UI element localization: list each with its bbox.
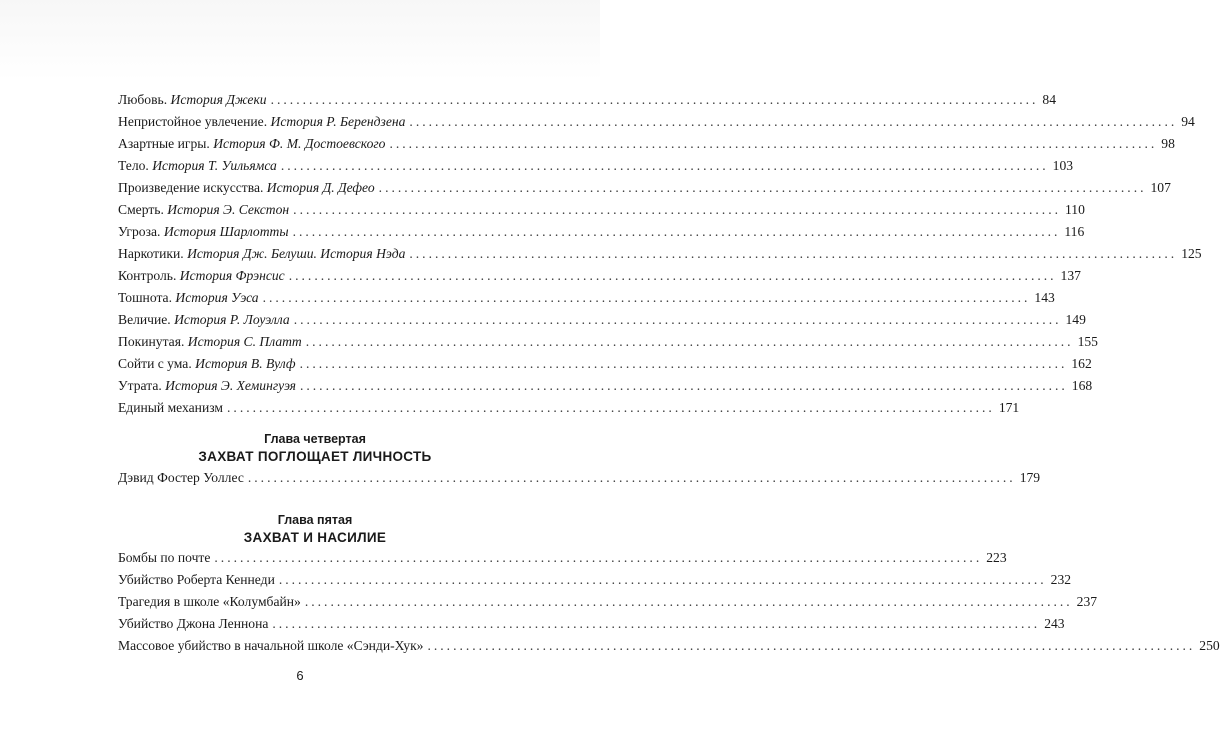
dot-leader: ........................................................................................................................ [280,158,1049,173]
toc-entry-text [118,287,259,309]
toc-entry-page: 98 [1161,136,1175,151]
toc-entry-page: 137 [1060,268,1081,283]
chapter-4-heading [118,430,512,466]
toc-entry-story: История Т. Уильямса [152,158,277,173]
toc-entry-page: 223 [986,550,1007,565]
toc-entry [118,89,1057,111]
toc-entry-text [118,111,405,133]
dot-leader: ........................................................................................................................ [278,572,1047,587]
toc-entry-page: 155 [1077,334,1098,349]
toc-chapter-4 [118,467,1041,489]
toc-entry-text [118,199,289,221]
dot-leader: ........................................................................................................................ [262,290,1031,305]
toc-entry-page: 179 [1019,470,1041,485]
toc-entry-title: Единый механизм [118,400,224,415]
toc-entry-story: История Шарлотты [163,224,289,239]
toc-entry [118,397,1020,419]
toc-entry [118,309,1086,331]
toc-entry-page: 162 [1071,356,1092,371]
toc-entry [118,635,1220,657]
toc-entry [118,243,1202,265]
toc-entry-story: История Э. Секстон [167,202,290,217]
toc-entry-story: История Д. Дефео [266,180,375,195]
dot-leader: ........................................................................................................................ [293,312,1062,327]
toc-entry-text [118,375,296,397]
toc-entry-text [118,155,277,177]
dot-leader: ........................................................................................................................ [409,246,1178,261]
toc-entry-title: Смерть. [118,202,164,217]
toc-entry-title: Угроза. [118,224,161,239]
chapter-5-title: ЗАХВАТ И НАСИЛИЕ [243,530,387,545]
toc-entry [118,547,1007,569]
toc-entry-story: История Р. Берендзена [270,114,406,129]
toc-entry-page: 116 [1064,224,1085,239]
toc-entry [118,111,1195,133]
dot-leader: ........................................................................................................................ [427,638,1196,653]
toc-entry-title: Тело. [118,158,149,173]
toc-entry-story: История Фрэнсис [179,268,285,283]
toc-entry [118,569,1072,591]
toc-entry-text [118,613,268,635]
toc-entry-text [118,265,285,287]
toc-entry [118,375,1093,397]
toc-entry-text [118,569,275,591]
toc-entry-title: Убийство Роберта Кеннеди [118,572,275,587]
toc-entry-page: 107 [1150,180,1171,195]
toc-entry-title: Контроль. [118,268,177,283]
toc-entry-page: 84 [1042,92,1057,107]
toc-section-stories [118,89,1202,419]
toc-entry [118,287,1055,309]
toc-entry-story: История Уэса [175,290,259,305]
dot-leader: ........................................................................................................................ [409,114,1178,129]
dot-leader: ........................................................................................................................ [293,202,1061,217]
dot-leader: ........................................................................................................................ [270,92,1039,107]
toc-entry [118,265,1081,287]
toc-entry-story: История Э. Хемингуэя [165,378,296,393]
toc-entry-page: 232 [1050,572,1072,587]
toc-entry-page: 243 [1044,616,1065,631]
toc-entry-title: Тошнота. [118,290,172,305]
toc-entry-title: Любовь. [118,92,168,107]
toc-entry-page: 143 [1034,290,1055,305]
toc-entry-title: Наркотики. [118,246,184,261]
toc-entry [118,177,1171,199]
toc-entry-title: Убийство Джона Леннона [118,616,269,631]
toc-chapter-5 [118,547,1220,657]
toc-entry-text [118,309,290,331]
toc-entry-story: История Джеки [170,92,267,107]
dot-leader: ........................................................................................................................ [288,268,1057,283]
toc-entry [118,155,1074,177]
toc-entry [118,353,1092,375]
toc-entry-title: Дэвид Фостер Уоллес [118,470,244,485]
toc-entry-text [118,635,423,657]
dot-leader: ........................................................................................................................ [378,180,1147,195]
dot-leader: ........................................................................................................................ [247,470,1016,485]
toc-entry-page: 237 [1076,594,1098,609]
toc-entry [118,221,1085,243]
dot-leader: ........................................................................................................................ [299,378,1068,393]
toc-entry-text [118,331,302,353]
toc-entry-text [118,397,223,419]
toc-entry-title: Величие. [118,312,171,327]
dot-leader: ........................................................................................................................ [292,224,1061,239]
toc-entry-story: История В. Вулф [195,356,296,371]
dot-leader: ........................................................................................................................ [389,136,1158,151]
page-number: 6 [296,668,304,683]
dot-leader: ........................................................................................................................ [304,594,1073,609]
chapter-5-label: Глава пятая [277,513,353,527]
chapter-4-label: Глава четвертая [264,432,366,446]
toc-entry-text [118,133,385,155]
toc-entry-page: 250 [1199,638,1220,653]
toc-entry-text [118,591,301,613]
toc-entry-title: Азартные игры. [118,136,210,151]
toc-entry-text [118,221,289,243]
toc-entry-page: 103 [1052,158,1074,173]
toc-entry-story: История Ф. М. Достоевского [213,136,386,151]
toc-entry-title: Произведение искусства. [118,180,264,195]
toc-entry [118,133,1175,155]
toc-entry-page: 110 [1064,202,1085,217]
dot-leader: ........................................................................................................................ [214,550,983,565]
toc-entry-title: Утрата. [118,378,162,393]
dot-leader: ........................................................................................................................ [305,334,1074,349]
toc-entry-title: Массовое убийство в начальной школе «Сэнди-Хук» [118,638,424,653]
toc-entry [118,199,1085,221]
toc-entry-story: История С. Платт [187,334,302,349]
toc-entry-title: Бомбы по почте [118,550,211,565]
dot-leader: ........................................................................................................................ [227,400,995,415]
toc-entry-text [118,89,267,111]
toc-entry-title: Трагедия в школе «Колумбайн» [118,594,301,609]
chapter-5-heading [118,511,512,547]
toc-entry-page: 149 [1065,312,1086,327]
toc-entry-title: Покинутая. [118,334,185,349]
chapter-4-title: ЗАХВАТ ПОГЛОЩАЕТ ЛИЧНОСТЬ [198,449,432,464]
toc-entry-text [118,243,405,265]
toc-entry-page: 125 [1181,246,1202,261]
dot-leader: ........................................................................................................................ [299,356,1068,371]
toc-entry [118,467,1041,489]
toc-entry-page: 171 [998,400,1020,415]
toc-entry [118,613,1065,635]
bleed-through-area [0,0,600,80]
toc-entry-page: 168 [1071,378,1093,393]
toc-entry-title: Сойти с ума. [118,356,192,371]
toc-entry-story: История Дж. Белуши. История Нэда [187,246,406,261]
dot-leader: ........................................................................................................................ [272,616,1041,631]
toc-entry-page: 94 [1181,114,1195,129]
toc-entry-text [118,353,296,375]
toc-entry-text [118,467,244,489]
toc-entry [118,591,1098,613]
toc-entry-text [118,547,210,569]
toc-entry [118,331,1098,353]
toc-entry-title: Непристойное увлечение. [118,114,268,129]
toc-entry-text [118,177,375,199]
toc-entry-story: История Р. Лоуэлла [174,312,290,327]
